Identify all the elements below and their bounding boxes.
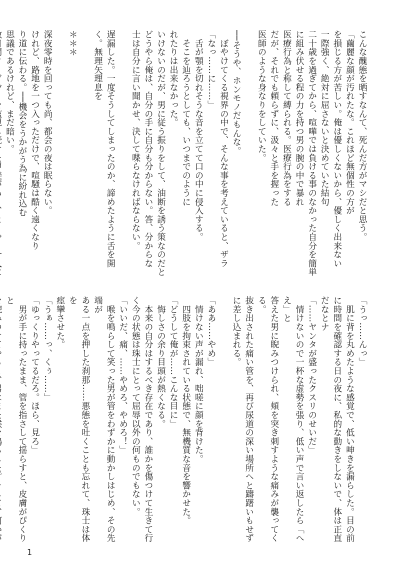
text-block-top: こんな醜態を晒すなんて、死んだ方がマシだと思う。 「繭麗な顔が汚れたな。これほど無個性の方が を損じる方が苦しい。俺は優しくないから、優しく出来ない 一際強く、絶対に屈さないと決めていた結句 二十歳を過ぎてから、喧嘩では負ける事のなかった自分を簡単 に組み伏せる程の力を持つ男の腕の中で暴れ 医療行為と称して縛られる。医療行為をする だが、それでも頼らずに、汲々と手を握った 医師のような身なりをしていた。 ──そうや、ホンモノだもんな。 ぼやけてくる視界の中で、そんな事を考えていると、ザラ 「なっ……に……」 舌が顎を切れそうな音を立てて口の中に侵入する。 そこを辿ろうとしても、いつまでのように れたりは出来なかった。 いけないのだが、男に従う振りをして、油断を誘う策なのだと どうやら俺は、自分の手に自分も分からない。答、分からな 士は自分に言い聞かせ、決して喋らなければならない。 遅漏した。一度そうしてしまったのか、諦めたように舌を開く。無理矢理息を ＊＊＊ 深夜零時を回っても尚、都会の夜は眠らない。 けれど、路地を一つ入っただけで、喧騒は酷く遠くなり り道に伝わる。──機会をうかがう為に紛れ込む 思議であるけれど、まだ暗い。: [4, 30, 367, 277]
page-number: 1: [27, 548, 33, 557]
text-block-bottom: 「うっ……んっ」 肌に背を丸めたような感覚で、低い呻きを漏らした。目の前 に時間を確認する日の夜に、私的な動きをしないで、体は正直だなとナ 「……ヤンタが盛ったクスリのせいだ」 情けないので一杯な虚勢を張り、低い声で言い返したら「へえ」と 答えた男に睨みつけられ、頬を突き刺すような痛みが襲ってくる。 抜き出された痛い管を、再び尿道の深い場所へと躊躇いもせずに差し込まれる。 「ああ……やめ」 情けない声が漏れ、咄嗟に顔を背けた。 四肢を拘束されている状態で、無機質な音を響かせた。 「どうして俺が……こんな目に」 悔しさの余り目頭が熱くなる。 本来の自分はするべき存在であり、誰かを傷つけて生きて行 く今の状態は珠士にとって屈辱以外の何ものでもない。 「いいだ、痛、……やめろ、やめろ！」 喉を鳴らして笑った男が管をわずかに動かしはじめ、その先端が ある一点を押した刹那……悪態を吐くことも忘れて、珠士は体を 痙攣させた。 「うぁ……っ、くぅ……」 「ゆっくりやってるだろ。ほら、見ろ」 男が手に持ったまま、管を指さして揺らすと、皮膚がぴくりと: [4, 296, 367, 543]
